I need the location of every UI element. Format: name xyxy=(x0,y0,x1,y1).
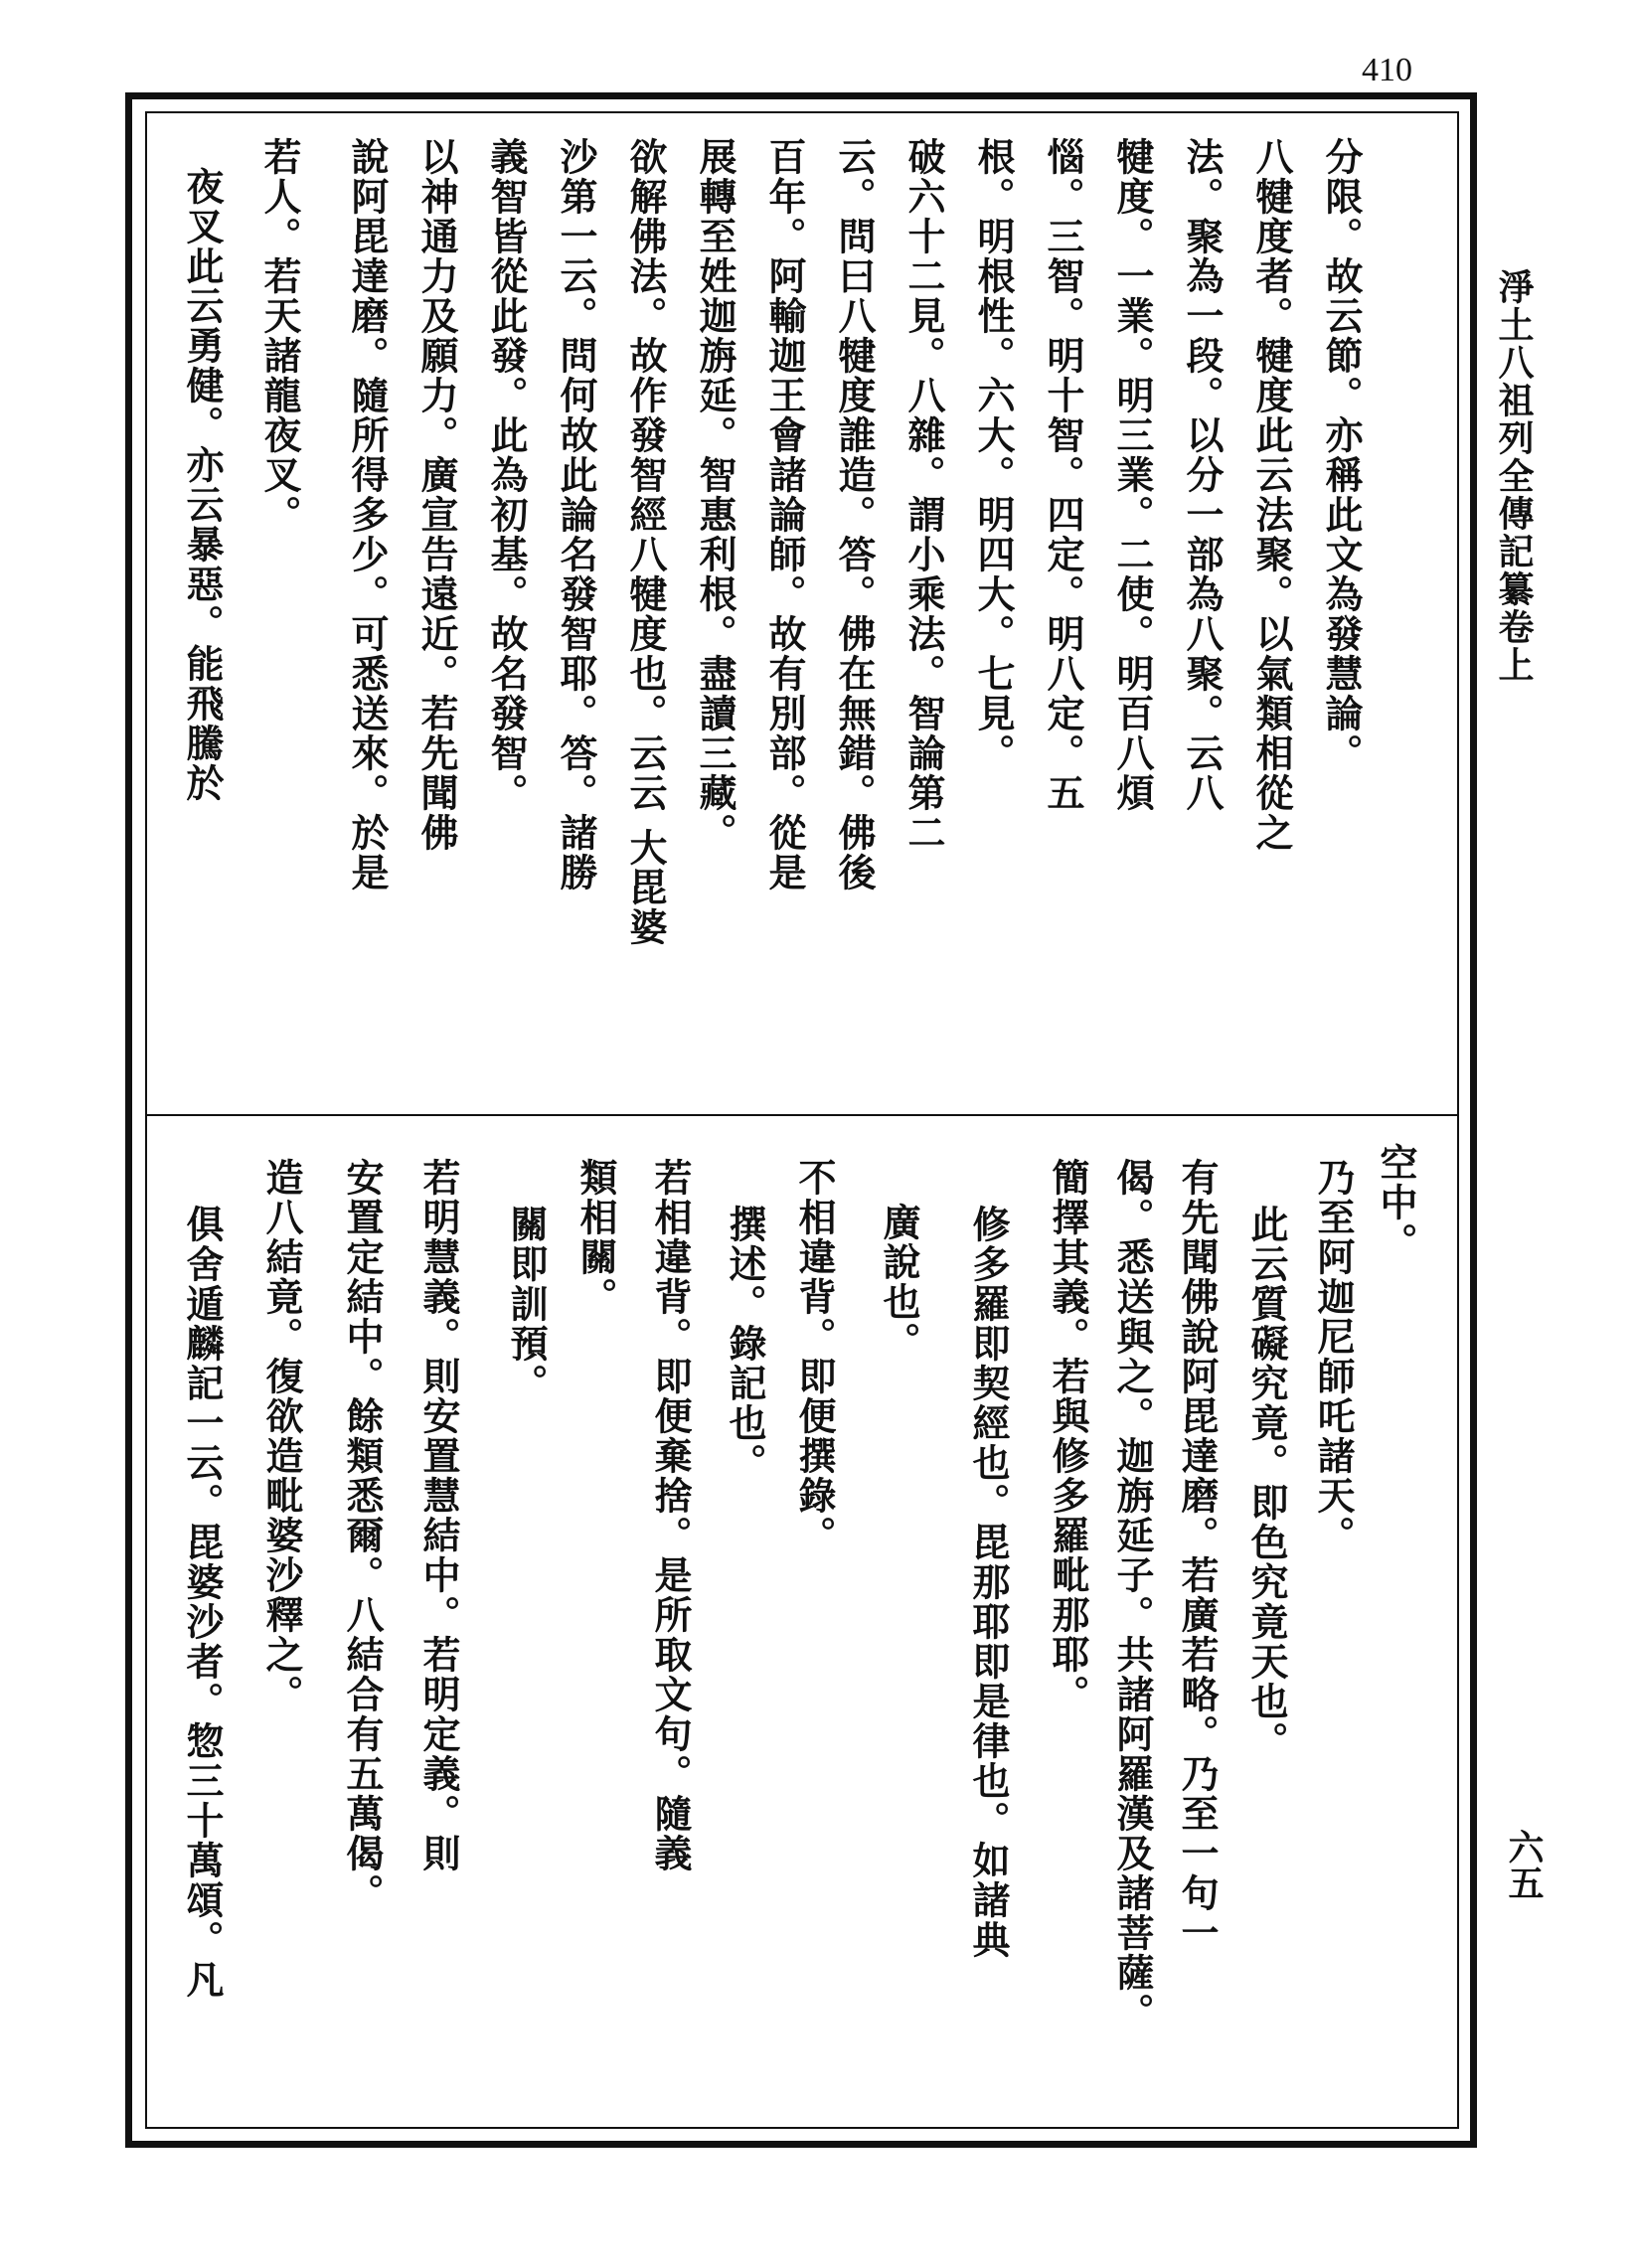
text-column: 安置定結中。餘類悉爾。八結合有五萬偈。 xyxy=(340,1158,385,1913)
text-column: 破六十二見。八雜。謂小乘法。智論第二 xyxy=(901,137,946,853)
text-column: 偈。悉送與之。迦旃延子。共諸阿羅漢及諸菩薩。 xyxy=(1110,1158,1155,2032)
horizontal-divider xyxy=(145,1114,1459,1116)
text-column: 此云質礙究竟。即色究竟天也。 xyxy=(1244,1205,1289,1761)
text-column: 以神通力及願力。廣宣告遠近。若先聞佛 xyxy=(414,137,459,853)
text-column: 撰述。錄記也。 xyxy=(723,1205,767,1483)
text-column: 展轉至姓迦旃延。智惠利根。盡讀三藏。 xyxy=(693,137,737,853)
text-column: 空中。 xyxy=(1374,1143,1418,1262)
text-column: 有先聞佛說阿毘達磨。若廣若略。乃至一句一 xyxy=(1175,1158,1220,1953)
text-column: 若人。若天諸龍夜叉。 xyxy=(257,137,302,535)
text-column: 類相關。 xyxy=(573,1158,618,1317)
text-column: 分限。故云節。亦稱此文為發慧論。 xyxy=(1319,137,1364,773)
text-column: 簡擇其義。若與修多羅毗那耶。 xyxy=(1046,1158,1090,1714)
text-column: 說阿毘達磨。隨所得多少。可悉送來。於是 xyxy=(345,137,390,892)
text-column: 若相違背。即便棄捨。是所取文句。隨義 xyxy=(648,1158,693,1873)
text-column: 沙第一云。問何故此論名發智耶。答。諸勝 xyxy=(554,137,598,892)
text-column: 法。聚為一段。以分一部為八聚。云八 xyxy=(1180,137,1225,813)
text-column: 廣說也。 xyxy=(877,1203,921,1362)
text-column: 欲解佛法。故作發智經八犍度也。云云 大毘婆 xyxy=(623,137,668,948)
folio-number: 六五 xyxy=(1503,1829,1545,1900)
text-column: 云。問曰八犍度誰造。答。佛在無錯。佛後 xyxy=(832,137,877,892)
text-column: 修多羅即契經也。毘那耶即是律也。如諸典 xyxy=(966,1205,1011,1960)
text-column: 若明慧義。則安置慧結中。若明定義。則 xyxy=(416,1158,461,1873)
text-column: 夜叉此云勇健。亦云暴惡。能飛騰於 xyxy=(180,167,225,803)
page-number: 410 xyxy=(1362,52,1412,88)
text-column: 百年。阿輸迦王會諸論師。故有別部。從是 xyxy=(762,137,807,892)
text-column: 惱。三智。明十智。四定。明八定。五 xyxy=(1041,137,1085,813)
text-column: 八犍度者。犍度此云法聚。以氣類相從之 xyxy=(1249,137,1294,853)
text-column: 義智皆從此發。此為初基。故名發智。 xyxy=(484,137,529,813)
text-column: 俱舍遁麟記一云。毘婆沙者。惣三十萬頌。凡 xyxy=(180,1205,225,2000)
text-column: 乃至阿迦尼師吒諸天。 xyxy=(1311,1158,1356,1555)
text-column: 不相違背。即便撰錄。 xyxy=(792,1158,837,1555)
text-column: 關即訓預。 xyxy=(504,1205,549,1403)
text-column: 犍度。一業。明三業。二使。明百八煩 xyxy=(1110,137,1155,813)
running-title: 淨土八祖列全傳記纂卷上 xyxy=(1493,268,1535,684)
text-column: 根。明根性。六大。明四大。七見。 xyxy=(971,137,1016,773)
text-column: 造八結竟。復欲造毗婆沙釋之。 xyxy=(259,1158,304,1714)
